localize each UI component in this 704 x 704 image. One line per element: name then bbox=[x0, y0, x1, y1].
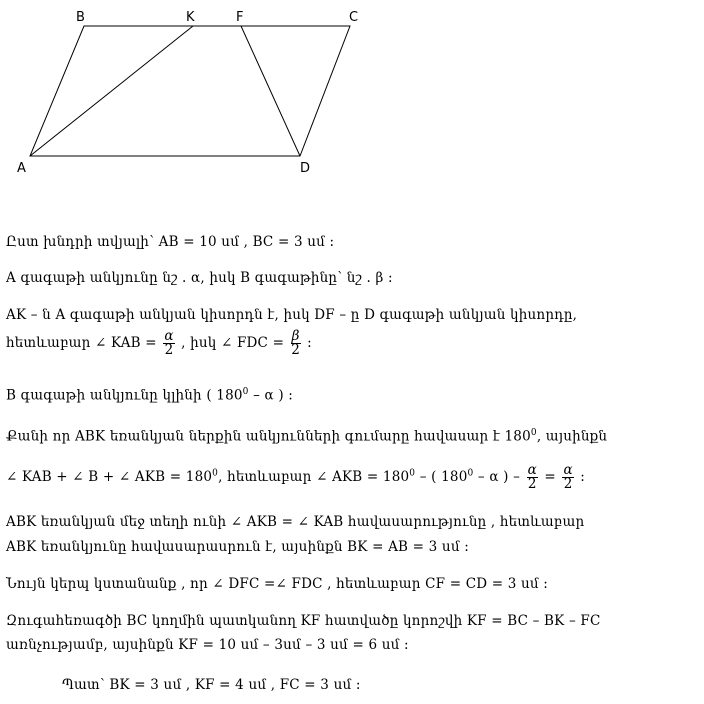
line7-text-b: , հետևաբար ∠ AKB = 180 bbox=[218, 469, 410, 485]
line5-text-pre: B գագաթի անկյունը կլինի ( 180 bbox=[6, 387, 243, 404]
solution-line-11: Զուգահեռագծի BC կողմին պատկանող KF հատվածը կորոշվի KF = BC – BK – FC bbox=[6, 613, 601, 629]
line4-text-mid: , իսկ ∠ FDC = bbox=[181, 335, 285, 351]
vertex-label-K: K bbox=[186, 10, 195, 25]
line7-text-c: – ( 180 bbox=[415, 469, 468, 485]
fraction-denominator: 2 bbox=[527, 476, 537, 492]
fraction-beta-over-2 bbox=[291, 330, 301, 357]
degree-superscript: 0 bbox=[409, 468, 416, 479]
degree-superscript: 0 bbox=[530, 428, 537, 438]
vertex-label-B: B bbox=[76, 10, 85, 25]
vertex-label-C: C bbox=[349, 10, 359, 25]
line7-text-a: ∠ KAB + ∠ B + ∠ AKB = 180 bbox=[6, 469, 213, 485]
solution-line-10: Նույն կերպ կստանանք , որ ∠ DFC =∠ FDC , հետևաբար CF = CD = 3 սմ : bbox=[6, 576, 549, 592]
line6-text-pre: Քանի որ ABK եռանկյան ներքին անկյունների գումարը հավասար է 180 bbox=[6, 428, 531, 445]
line7-text-e: = bbox=[544, 469, 556, 485]
fraction-alpha-over-2 bbox=[527, 464, 538, 491]
fraction-numerator: β bbox=[291, 328, 300, 344]
solution-line-6 bbox=[6, 428, 607, 445]
solution-line-5 bbox=[6, 387, 293, 404]
degree-superscript: 0 bbox=[467, 468, 474, 479]
fraction-alpha-over-2 bbox=[562, 464, 573, 491]
vertex-label-F: F bbox=[236, 10, 244, 25]
degree-superscript: 0 bbox=[212, 468, 219, 479]
fraction-numerator: α bbox=[164, 328, 174, 344]
solution-line-2: A գագաթի անկյունը նշ . α, իսկ B գագաթինը՝ նշ . β : bbox=[6, 270, 393, 286]
fraction-alpha-over-2 bbox=[163, 330, 174, 357]
vertex-label-A: A bbox=[17, 161, 26, 176]
line6-text-post: , այսինքն bbox=[536, 428, 608, 445]
fraction-numerator: α bbox=[527, 462, 537, 478]
vertex-label-D: D bbox=[300, 161, 311, 176]
solution-line-3: AK – ն A գագաթի անկյան կիսորդն է, իսկ DF – ը D գագաթի անկյան կիսորդը, bbox=[6, 307, 578, 323]
line7-text-d: – α ) – bbox=[473, 469, 521, 485]
fraction-denominator: 2 bbox=[291, 342, 300, 358]
bisector-DF bbox=[241, 26, 300, 156]
degree-superscript: 0 bbox=[242, 387, 249, 397]
answer-line: Պատ՝ BK = 3 սմ , KF = 4 սմ , FC = 3 սմ : bbox=[62, 677, 361, 693]
solution-line-8: ABK եռանկյան մեջ տեղի ունի ∠ AKB = ∠ KAB հավասարությունը , հետևաբար bbox=[6, 514, 585, 530]
solution-line-4 bbox=[6, 330, 312, 357]
line5-text-post: – α ) : bbox=[248, 387, 294, 404]
fraction-numerator: α bbox=[563, 462, 573, 478]
parallelogram-ABCD bbox=[30, 26, 350, 156]
line4-text-post: : bbox=[307, 335, 312, 351]
fraction-denominator: 2 bbox=[563, 476, 573, 492]
line7-text-f: : bbox=[580, 469, 586, 485]
solution-line-12: առնչությամբ, այսինքն KF = 10 սմ – 3սմ – 3 սմ = 6 սմ : bbox=[6, 637, 409, 653]
fraction-denominator: 2 bbox=[164, 342, 174, 358]
line4-text-pre: հետևաբար ∠ KAB = bbox=[6, 335, 157, 351]
solution-line-7 bbox=[6, 464, 585, 491]
parallelogram-figure bbox=[0, 0, 704, 190]
bisector-AK bbox=[30, 26, 193, 156]
solution-line-1: Ըստ խնդրի տվյալի՝ AB = 10 սմ , BC = 3 սմ : bbox=[6, 234, 335, 250]
solution-line-9: ABK եռանկյունը հավասարասրուն է, այսինքն BK = AB = 3 սմ : bbox=[6, 539, 469, 555]
